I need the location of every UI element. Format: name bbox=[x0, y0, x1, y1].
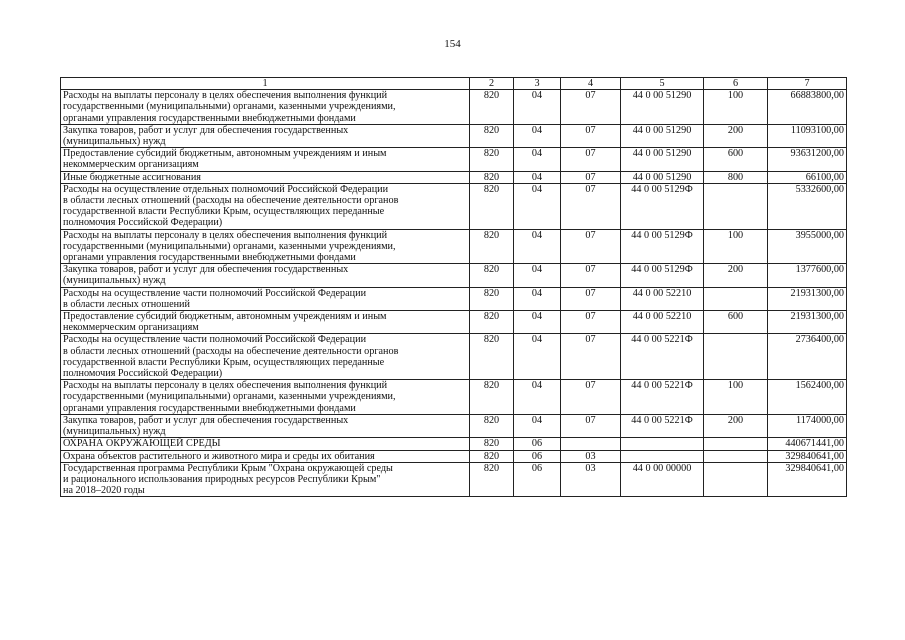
subsection-code: 07 bbox=[561, 380, 621, 415]
column-header: 5 bbox=[621, 78, 704, 90]
table-row bbox=[61, 414, 847, 437]
row-description bbox=[61, 171, 470, 183]
description-line: Предоставление субсидий бюджетным, автономным учреждениям и иным bbox=[63, 148, 387, 160]
ministry-code: 820 bbox=[470, 229, 514, 264]
ministry-code: 820 bbox=[470, 183, 514, 229]
subsection-code: 03 bbox=[561, 450, 621, 462]
section-code: 04 bbox=[514, 229, 561, 264]
description-line: Расходы на выплаты персоналу в целях обеспечения выполнения функций bbox=[63, 229, 388, 241]
column-header: 2 bbox=[470, 78, 514, 90]
section-code: 04 bbox=[514, 183, 561, 229]
table-row bbox=[61, 334, 847, 380]
expense-type-code bbox=[704, 287, 768, 310]
ministry-code: 820 bbox=[470, 171, 514, 183]
row-description bbox=[61, 90, 470, 125]
description-line: некоммерческим организациям bbox=[63, 322, 199, 334]
description-line: Закупка товаров, работ и услуг для обеспечения государственных bbox=[63, 414, 349, 426]
row-description bbox=[61, 229, 470, 264]
target-article-code: 44 0 00 51290 bbox=[621, 148, 704, 171]
section-code: 04 bbox=[514, 334, 561, 380]
description-line: Расходы на выплаты персоналу в целях обеспечения выполнения функций bbox=[63, 380, 388, 392]
section-code: 04 bbox=[514, 148, 561, 171]
expense-type-code: 200 bbox=[704, 124, 768, 147]
budget-table bbox=[60, 77, 847, 497]
description-line: Предоставление субсидий бюджетным, автономным учреждениям и иным bbox=[63, 311, 387, 323]
description-line: государственной власти Республики Крым, осуществляющих переданные bbox=[63, 356, 385, 368]
description-line: государственными (муниципальными) органами, казенными учреждениями, bbox=[63, 101, 396, 113]
row-description bbox=[61, 334, 470, 380]
amount: 329840641,00 bbox=[768, 450, 847, 462]
target-article-code: 44 0 00 51290 bbox=[621, 171, 704, 183]
subsection-code: 07 bbox=[561, 183, 621, 229]
amount: 66100,00 bbox=[768, 171, 847, 183]
expense-type-code: 100 bbox=[704, 229, 768, 264]
table-row bbox=[61, 380, 847, 415]
amount: 21931300,00 bbox=[768, 311, 847, 334]
section-code: 04 bbox=[514, 124, 561, 147]
description-line: некоммерческим организациям bbox=[63, 159, 199, 171]
description-line: в области лесных отношений (расходы на обеспечение деятельности органов bbox=[63, 345, 399, 357]
amount: 440671441,00 bbox=[768, 438, 847, 450]
description-line: Расходы на выплаты персоналу в целях обеспечения выполнения функций bbox=[63, 90, 388, 102]
section-code: 04 bbox=[514, 287, 561, 310]
row-description bbox=[61, 462, 470, 497]
expense-type-code bbox=[704, 438, 768, 450]
description-line: (муниципальных) нужд bbox=[63, 136, 166, 148]
target-article-code: 44 0 00 5129Ф bbox=[621, 264, 704, 287]
column-header: 6 bbox=[704, 78, 768, 90]
row-description bbox=[61, 311, 470, 334]
amount: 11093100,00 bbox=[768, 124, 847, 147]
row-description bbox=[61, 414, 470, 437]
description-line: государственными (муниципальными) органами, казенными учреждениями, bbox=[63, 391, 396, 403]
ministry-code: 820 bbox=[470, 90, 514, 125]
target-article-code: 44 0 00 5221Ф bbox=[621, 334, 704, 380]
section-code: 04 bbox=[514, 90, 561, 125]
amount: 1562400,00 bbox=[768, 380, 847, 415]
ministry-code: 820 bbox=[470, 311, 514, 334]
table-row bbox=[61, 183, 847, 229]
target-article-code: 44 0 00 5129Ф bbox=[621, 183, 704, 229]
section-code: 06 bbox=[514, 462, 561, 497]
ministry-code: 820 bbox=[470, 450, 514, 462]
target-article-code bbox=[621, 438, 704, 450]
expense-type-code bbox=[704, 334, 768, 380]
amount: 329840641,00 bbox=[768, 462, 847, 497]
ministry-code: 820 bbox=[470, 287, 514, 310]
subsection-code: 07 bbox=[561, 264, 621, 287]
description-line: Закупка товаров, работ и услуг для обеспечения государственных bbox=[63, 124, 349, 136]
expense-type-code: 600 bbox=[704, 311, 768, 334]
table-row bbox=[61, 450, 847, 462]
description-line: полномочия Российской Федерации) bbox=[63, 368, 223, 380]
ministry-code: 820 bbox=[470, 414, 514, 437]
row-description bbox=[61, 438, 470, 450]
section-code: 06 bbox=[514, 450, 561, 462]
amount: 93631200,00 bbox=[768, 148, 847, 171]
section-code: 06 bbox=[514, 438, 561, 450]
subsection-code bbox=[561, 438, 621, 450]
amount: 1377600,00 bbox=[768, 264, 847, 287]
row-description bbox=[61, 148, 470, 171]
ministry-code: 820 bbox=[470, 380, 514, 415]
section-code: 04 bbox=[514, 414, 561, 437]
description-line: Охрана объектов растительного и животного мира и среды их обитания bbox=[63, 450, 375, 462]
description-line: на 2018–2020 годы bbox=[63, 485, 145, 497]
description-line: государственными (муниципальными) органами, казенными учреждениями, bbox=[63, 240, 396, 252]
column-header: 4 bbox=[561, 78, 621, 90]
subsection-code: 07 bbox=[561, 90, 621, 125]
subsection-code: 07 bbox=[561, 311, 621, 334]
amount: 1174000,00 bbox=[768, 414, 847, 437]
column-number-row bbox=[61, 78, 847, 90]
expense-type-code: 200 bbox=[704, 264, 768, 287]
section-code: 04 bbox=[514, 380, 561, 415]
target-article-code: 44 0 00 51290 bbox=[621, 90, 704, 125]
section-code: 04 bbox=[514, 171, 561, 183]
table-row bbox=[61, 311, 847, 334]
page-number: 154 bbox=[444, 38, 461, 50]
description-line: полномочия Российской Федерации) bbox=[63, 217, 223, 229]
subsection-code: 07 bbox=[561, 334, 621, 380]
table-row bbox=[61, 264, 847, 287]
description-line: Расходы на осуществление части полномочий Российской Федерации bbox=[63, 334, 367, 346]
description-line: Расходы на осуществление отдельных полномочий Российской Федерации bbox=[63, 183, 389, 195]
description-line: (муниципальных) нужд bbox=[63, 426, 166, 438]
subsection-code: 07 bbox=[561, 171, 621, 183]
amount: 2736400,00 bbox=[768, 334, 847, 380]
table-row bbox=[61, 229, 847, 264]
amount: 3955000,00 bbox=[768, 229, 847, 264]
section-code: 04 bbox=[514, 311, 561, 334]
amount: 66883800,00 bbox=[768, 90, 847, 125]
table-row bbox=[61, 124, 847, 147]
description-line: Иные бюджетные ассигнования bbox=[63, 171, 201, 183]
description-line: государственной власти Республики Крым, осуществляющих переданные bbox=[63, 206, 385, 218]
expense-type-code: 200 bbox=[704, 414, 768, 437]
table-row bbox=[61, 171, 847, 183]
ministry-code: 820 bbox=[470, 334, 514, 380]
description-line: органами управления государственными внебюджетными фондами bbox=[63, 402, 356, 414]
row-description bbox=[61, 124, 470, 147]
ministry-code: 820 bbox=[470, 264, 514, 287]
description-line: (муниципальных) нужд bbox=[63, 275, 166, 287]
section-code: 04 bbox=[514, 264, 561, 287]
description-line: в области лесных отношений (расходы на обеспечение деятельности органов bbox=[63, 195, 399, 207]
expense-type-code: 800 bbox=[704, 171, 768, 183]
target-article-code: 44 0 00 5221Ф bbox=[621, 380, 704, 415]
column-header: 3 bbox=[514, 78, 561, 90]
ministry-code: 820 bbox=[470, 124, 514, 147]
table-row bbox=[61, 90, 847, 125]
table-row bbox=[61, 462, 847, 497]
description-line: органами управления государственными внебюджетными фондами bbox=[63, 112, 356, 124]
description-line: в области лесных отношений bbox=[63, 298, 190, 310]
column-header: 7 bbox=[768, 78, 847, 90]
row-description bbox=[61, 183, 470, 229]
subsection-code: 07 bbox=[561, 148, 621, 171]
row-description bbox=[61, 264, 470, 287]
subsection-code: 07 bbox=[561, 414, 621, 437]
row-description bbox=[61, 380, 470, 415]
target-article-code: 44 0 00 52210 bbox=[621, 311, 704, 334]
row-description bbox=[61, 450, 470, 462]
description-line: ОХРАНА ОКРУЖАЮЩЕЙ СРЕДЫ bbox=[63, 438, 221, 450]
table-row bbox=[61, 438, 847, 450]
subsection-code: 07 bbox=[561, 229, 621, 264]
target-article-code: 44 0 00 5129Ф bbox=[621, 229, 704, 264]
column-header: 1 bbox=[61, 78, 470, 90]
target-article-code bbox=[621, 450, 704, 462]
ministry-code: 820 bbox=[470, 148, 514, 171]
description-line: и рационального использования природных ресурсов Республики Крым" bbox=[63, 473, 381, 485]
expense-type-code: 100 bbox=[704, 90, 768, 125]
target-article-code: 44 0 00 00000 bbox=[621, 462, 704, 497]
expense-type-code: 100 bbox=[704, 380, 768, 415]
subsection-code: 07 bbox=[561, 124, 621, 147]
target-article-code: 44 0 00 5221Ф bbox=[621, 414, 704, 437]
table-row bbox=[61, 148, 847, 171]
description-line: Государственная программа Республики Крым "Охрана окружающей среды bbox=[63, 462, 393, 474]
expense-type-code: 600 bbox=[704, 148, 768, 171]
description-line: Расходы на осуществление части полномочий Российской Федерации bbox=[63, 287, 367, 299]
subsection-code: 03 bbox=[561, 462, 621, 497]
table-row bbox=[61, 287, 847, 310]
amount: 5332600,00 bbox=[768, 183, 847, 229]
expense-type-code bbox=[704, 183, 768, 229]
target-article-code: 44 0 00 52210 bbox=[621, 287, 704, 310]
row-description bbox=[61, 287, 470, 310]
description-line: органами управления государственными внебюджетными фондами bbox=[63, 252, 356, 264]
subsection-code: 07 bbox=[561, 287, 621, 310]
ministry-code: 820 bbox=[470, 438, 514, 450]
ministry-code: 820 bbox=[470, 462, 514, 497]
expense-type-code bbox=[704, 462, 768, 497]
description-line: Закупка товаров, работ и услуг для обеспечения государственных bbox=[63, 264, 349, 276]
amount: 21931300,00 bbox=[768, 287, 847, 310]
target-article-code: 44 0 00 51290 bbox=[621, 124, 704, 147]
expense-type-code bbox=[704, 450, 768, 462]
